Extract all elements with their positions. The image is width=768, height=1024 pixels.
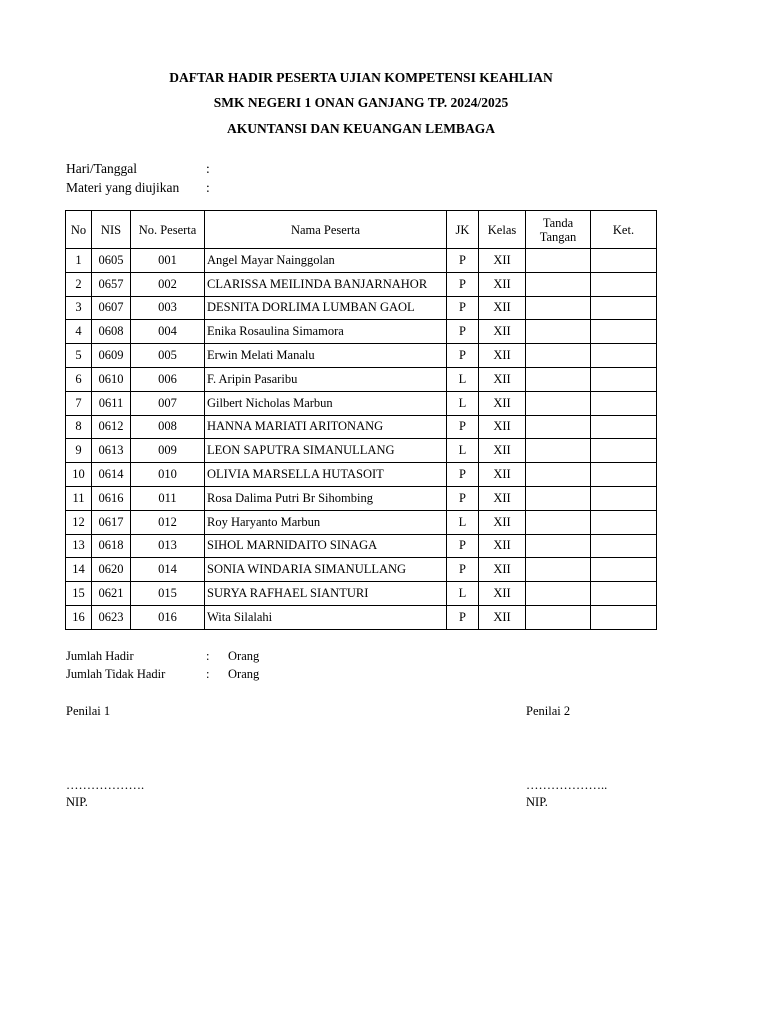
examiner-1-nip: NIP. (66, 795, 88, 809)
header-nis: NIS (92, 211, 131, 249)
cell-gender: L (447, 391, 479, 415)
cell-no: 4 (66, 320, 92, 344)
cell-no: 1 (66, 249, 92, 273)
header-participant-number: No. Peserta (131, 211, 205, 249)
cell-notes (591, 344, 657, 368)
table-row (66, 605, 657, 629)
cell-participant-number: 008 (131, 415, 205, 439)
cell-gender: P (447, 558, 479, 582)
table-row (66, 486, 657, 510)
cell-name: F. Aripin Pasaribu (205, 367, 447, 391)
cell-name: SIHOL MARNIDAITO SINAGA (205, 534, 447, 558)
table-header-row (66, 211, 657, 249)
cell-name: Rosa Dalima Putri Br Sihombing (205, 486, 447, 510)
cell-no: 16 (66, 605, 92, 629)
cell-no: 3 (66, 296, 92, 320)
cell-class: XII (479, 344, 526, 368)
examiner-1-label: Penilai 1 (66, 704, 111, 718)
present-colon: : (206, 649, 210, 663)
header-participant-name: Nama Peserta (205, 211, 447, 249)
cell-signature (526, 534, 591, 558)
cell-notes (591, 534, 657, 558)
cell-name: OLIVIA MARSELLA HUTASOIT (205, 463, 447, 487)
attendance-table (65, 210, 657, 630)
table-row (66, 249, 657, 273)
table-row (66, 296, 657, 320)
cell-gender: P (447, 534, 479, 558)
cell-nis: 0608 (92, 320, 131, 344)
cell-signature (526, 272, 591, 296)
cell-no: 9 (66, 439, 92, 463)
cell-participant-number: 014 (131, 558, 205, 582)
table-row (66, 558, 657, 582)
table-row (66, 320, 657, 344)
cell-gender: P (447, 415, 479, 439)
cell-notes (591, 558, 657, 582)
cell-signature (526, 415, 591, 439)
school-title: SMK NEGERI 1 ONAN GANJANG TP. 2024/2025 (213, 95, 509, 110)
present-count-row (66, 649, 259, 664)
cell-nis: 0623 (92, 605, 131, 629)
cell-notes (591, 439, 657, 463)
cell-no: 15 (66, 582, 92, 606)
table-row (66, 534, 657, 558)
cell-signature (526, 605, 591, 629)
examiner-2-signature-line: ……………….. (526, 778, 608, 792)
cell-gender: P (447, 272, 479, 296)
cell-signature (526, 510, 591, 534)
cell-nis: 0610 (92, 367, 131, 391)
cell-participant-number: 005 (131, 344, 205, 368)
cell-class: XII (479, 415, 526, 439)
cell-class: XII (479, 463, 526, 487)
table-body (66, 249, 657, 630)
cell-participant-number: 013 (131, 534, 205, 558)
cell-participant-number: 001 (131, 249, 205, 273)
cell-signature (526, 582, 591, 606)
cell-no: 6 (66, 367, 92, 391)
header-class: Kelas (479, 211, 526, 249)
cell-nis: 0618 (92, 534, 131, 558)
cell-nis: 0657 (92, 272, 131, 296)
cell-gender: P (447, 296, 479, 320)
cell-participant-number: 011 (131, 486, 205, 510)
cell-no: 2 (66, 272, 92, 296)
cell-nis: 0617 (92, 510, 131, 534)
cell-class: XII (479, 558, 526, 582)
cell-notes (591, 391, 657, 415)
cell-participant-number: 007 (131, 391, 205, 415)
cell-name: LEON SAPUTRA SIMANULLANG (205, 439, 447, 463)
cell-gender: L (447, 367, 479, 391)
cell-gender: P (447, 320, 479, 344)
cell-notes (591, 415, 657, 439)
day-date-label: Hari/Tanggal (66, 161, 138, 176)
cell-name: Enika Rosaulina Simamora (205, 320, 447, 344)
cell-class: XII (479, 439, 526, 463)
cell-signature (526, 486, 591, 510)
cell-participant-number: 002 (131, 272, 205, 296)
cell-no: 7 (66, 391, 92, 415)
cell-nis: 0605 (92, 249, 131, 273)
table-row (66, 391, 657, 415)
cell-no: 8 (66, 415, 92, 439)
cell-name: SURYA RAFHAEL SIANTURI (205, 582, 447, 606)
cell-no: 5 (66, 344, 92, 368)
absent-colon: : (206, 667, 210, 681)
document-title: DAFTAR HADIR PESERTA UJIAN KOMPETENSI KEAHLIAN (169, 70, 553, 85)
examiner-2-nip: NIP. (526, 795, 548, 809)
cell-name: HANNA MARIATI ARITONANG (205, 415, 447, 439)
table-row (66, 272, 657, 296)
cell-class: XII (479, 296, 526, 320)
cell-nis: 0614 (92, 463, 131, 487)
subject-row (66, 180, 210, 196)
cell-class: XII (479, 249, 526, 273)
cell-gender: P (447, 463, 479, 487)
header-gender: JK (447, 211, 479, 249)
cell-participant-number: 010 (131, 463, 205, 487)
present-label: Jumlah Hadir (66, 649, 134, 663)
cell-signature (526, 344, 591, 368)
cell-gender: P (447, 249, 479, 273)
cell-notes (591, 272, 657, 296)
cell-class: XII (479, 272, 526, 296)
cell-participant-number: 016 (131, 605, 205, 629)
examiner-1-signature-line: ………………. (66, 778, 145, 792)
examiner-2-label: Penilai 2 (526, 704, 571, 718)
header-signature: Tanda Tangan (526, 211, 591, 249)
cell-gender: P (447, 486, 479, 510)
cell-participant-number: 009 (131, 439, 205, 463)
cell-gender: L (447, 582, 479, 606)
cell-notes (591, 296, 657, 320)
cell-signature (526, 439, 591, 463)
cell-name: Erwin Melati Manalu (205, 344, 447, 368)
cell-name: Angel Mayar Nainggolan (205, 249, 447, 273)
cell-gender: P (447, 344, 479, 368)
cell-class: XII (479, 605, 526, 629)
cell-no: 12 (66, 510, 92, 534)
cell-signature (526, 320, 591, 344)
cell-name: Wita Silalahi (205, 605, 447, 629)
cell-notes (591, 605, 657, 629)
day-date-colon: : (206, 161, 210, 176)
cell-name: SONIA WINDARIA SIMANULLANG (205, 558, 447, 582)
cell-class: XII (479, 391, 526, 415)
table-row (66, 582, 657, 606)
table-row (66, 510, 657, 534)
cell-notes (591, 249, 657, 273)
cell-class: XII (479, 367, 526, 391)
cell-notes (591, 463, 657, 487)
cell-name: Roy Haryanto Marbun (205, 510, 447, 534)
cell-gender: L (447, 510, 479, 534)
cell-participant-number: 003 (131, 296, 205, 320)
day-date-row (66, 161, 210, 177)
cell-class: XII (479, 320, 526, 344)
header-notes: Ket. (591, 211, 657, 249)
cell-signature (526, 463, 591, 487)
cell-nis: 0620 (92, 558, 131, 582)
cell-no: 10 (66, 463, 92, 487)
cell-name: CLARISSA MEILINDA BANJARNAHOR (205, 272, 447, 296)
present-unit: Orang (228, 649, 260, 663)
cell-notes (591, 486, 657, 510)
absent-label: Jumlah Tidak Hadir (66, 667, 166, 681)
cell-notes (591, 320, 657, 344)
absent-count-row (66, 667, 259, 682)
cell-nis: 0607 (92, 296, 131, 320)
cell-nis: 0609 (92, 344, 131, 368)
cell-signature (526, 367, 591, 391)
cell-class: XII (479, 486, 526, 510)
table-row (66, 367, 657, 391)
cell-name: DESNITA DORLIMA LUMBAN GAOL (205, 296, 447, 320)
table-row (66, 463, 657, 487)
header-no: No (66, 211, 92, 249)
subject-label: Materi yang diujikan (66, 180, 180, 195)
subject-colon: : (206, 180, 210, 195)
absent-unit: Orang (228, 667, 260, 681)
cell-participant-number: 015 (131, 582, 205, 606)
cell-signature (526, 558, 591, 582)
cell-signature (526, 296, 591, 320)
cell-participant-number: 012 (131, 510, 205, 534)
cell-class: XII (479, 534, 526, 558)
program-title: AKUNTANSI DAN KEUANGAN LEMBAGA (227, 121, 495, 136)
cell-participant-number: 006 (131, 367, 205, 391)
cell-gender: L (447, 439, 479, 463)
table-row (66, 344, 657, 368)
cell-notes (591, 582, 657, 606)
cell-class: XII (479, 582, 526, 606)
cell-no: 11 (66, 486, 92, 510)
cell-name: Gilbert Nicholas Marbun (205, 391, 447, 415)
cell-notes (591, 510, 657, 534)
cell-no: 13 (66, 534, 92, 558)
cell-nis: 0611 (92, 391, 131, 415)
cell-signature (526, 249, 591, 273)
cell-gender: P (447, 605, 479, 629)
cell-nis: 0612 (92, 415, 131, 439)
cell-no: 14 (66, 558, 92, 582)
cell-nis: 0616 (92, 486, 131, 510)
cell-participant-number: 004 (131, 320, 205, 344)
cell-class: XII (479, 510, 526, 534)
table-row (66, 415, 657, 439)
table-row (66, 439, 657, 463)
cell-notes (591, 367, 657, 391)
cell-nis: 0613 (92, 439, 131, 463)
cell-nis: 0621 (92, 582, 131, 606)
cell-signature (526, 391, 591, 415)
